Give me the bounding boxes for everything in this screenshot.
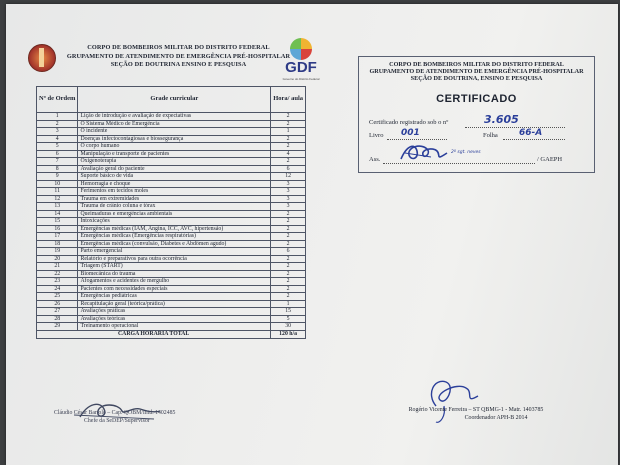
page-value: 66-A <box>519 128 543 138</box>
ass-label: Ass. <box>369 156 381 163</box>
row-subject: Parto emergencial <box>78 248 271 256</box>
row-number: 28 <box>37 315 78 323</box>
table-row <box>37 225 306 233</box>
row-number: 17 <box>37 233 78 241</box>
cert-header-line-2: GRUPAMENTO DE ATENDIMENTO DE EMERGÊNCIA PRÉ-HOSPITALAR <box>369 68 584 76</box>
book-label: Livro <box>369 132 384 139</box>
row-hours: 2 <box>271 218 306 226</box>
row-hours: 2 <box>271 225 306 233</box>
curriculum-table-body <box>37 113 306 331</box>
row-hours: 3 <box>271 188 306 196</box>
row-number: 4 <box>37 135 78 143</box>
row-hours: 3 <box>271 180 306 188</box>
table-row <box>37 188 306 196</box>
table-row <box>37 180 306 188</box>
row-hours: 30 <box>271 323 306 331</box>
table-row <box>37 128 306 136</box>
registered-value: 3.605 <box>484 113 519 126</box>
table-row <box>37 278 306 286</box>
row-number: 14 <box>37 210 78 218</box>
row-number: 15 <box>37 218 78 226</box>
row-number: 18 <box>37 240 78 248</box>
row-subject: Treinamento operacional <box>78 323 271 331</box>
header-line-3: SEÇÃO DE DOUTRINA ENSINO E PESQUISA <box>110 61 247 69</box>
row-hours: 2 <box>271 270 306 278</box>
row-hours: 4 <box>271 150 306 158</box>
supervisor-name: Cláudio César Bartolo – Cap. QOBM/Intd. 1402485 <box>54 410 176 416</box>
row-subject: Doenças infectocontagiosas e biossegurança <box>78 135 271 143</box>
gdf-logo <box>281 38 321 86</box>
header-line-2: GRUPAMENTO DE ATENDIMENTO DE EMERGÊNCIA PRÉ-HOSPITALAR <box>66 52 291 60</box>
row-number: 29 <box>37 323 78 331</box>
ass-note: 2º sgt. neves <box>451 150 481 155</box>
row-number: 12 <box>37 195 78 203</box>
row-number: 25 <box>37 293 78 301</box>
row-subject: Triagem (START) <box>78 263 271 271</box>
row-number: 22 <box>37 270 78 278</box>
row-subject: Avaliação geral do paciente <box>78 165 271 173</box>
book-underline <box>387 139 447 140</box>
row-subject: O Sistema Médico de Emergência <box>78 120 271 128</box>
row-number: 23 <box>37 278 78 286</box>
certificate-title: CERTIFICADO <box>436 93 517 105</box>
gdf-logo-text: GDF <box>285 59 317 76</box>
registered-underline <box>465 127 565 128</box>
table-row <box>37 165 306 173</box>
certificate-registration-box <box>358 56 595 173</box>
table-row <box>37 315 306 323</box>
row-number: 7 <box>37 158 78 166</box>
table-row <box>37 233 306 241</box>
row-number: 6 <box>37 150 78 158</box>
row-hours: 2 <box>271 285 306 293</box>
row-hours: 1 <box>271 300 306 308</box>
page-underline <box>503 139 565 140</box>
row-number: 11 <box>37 188 78 196</box>
row-subject: Hemorragia e choque <box>78 180 271 188</box>
row-number: 21 <box>37 263 78 271</box>
row-hours: 2 <box>271 278 306 286</box>
certificate-header <box>359 61 594 83</box>
row-hours: 2 <box>271 135 306 143</box>
row-number: 26 <box>37 300 78 308</box>
col-subject-header: Grade curricular <box>78 87 271 113</box>
row-subject: Intoxicações <box>78 218 271 226</box>
document-header <box>61 44 296 70</box>
table-row <box>37 323 306 331</box>
row-hours: 15 <box>271 308 306 316</box>
book-value: 001 <box>401 128 420 138</box>
table-row <box>37 308 306 316</box>
total-label: CARGA HORÁRIA TOTAL <box>37 330 271 338</box>
row-number: 27 <box>37 308 78 316</box>
row-subject: Afogamentos e acidentes de mergulho <box>78 278 271 286</box>
row-subject: Trauma de crânio coluna e tórax <box>78 203 271 211</box>
row-number: 24 <box>37 285 78 293</box>
row-hours: 3 <box>271 195 306 203</box>
table-row <box>37 300 306 308</box>
table-row <box>37 270 306 278</box>
row-subject: Lição de introdução e avaliação de expectativas <box>78 113 271 121</box>
fire-department-crest-icon <box>28 44 56 72</box>
row-number: 13 <box>37 203 78 211</box>
row-hours: 3 <box>271 203 306 211</box>
row-subject: Emergências médicas (IAM, Angina, ICC, AVC, hipertensão) <box>78 225 271 233</box>
table-row <box>37 113 306 121</box>
table-row <box>37 255 306 263</box>
row-hours: 12 <box>271 173 306 181</box>
row-number: 16 <box>37 225 78 233</box>
table-row <box>37 120 306 128</box>
row-hours: 2 <box>271 255 306 263</box>
row-subject: Avaliações práticas <box>78 308 271 316</box>
header-line-1: CORPO DE BOMBEIROS MILITAR DO DISTRITO FEDERAL <box>87 44 270 51</box>
row-number: 8 <box>37 165 78 173</box>
registrar-signature-icon <box>397 141 457 165</box>
row-subject: Suporte básico de vida <box>78 173 271 181</box>
table-row <box>37 203 306 211</box>
row-subject: Pacientes com necessidades especiais <box>78 285 271 293</box>
row-hours: 2 <box>271 233 306 241</box>
registered-label: Certificado registrado sob o nº <box>369 119 449 126</box>
table-row <box>37 173 306 181</box>
row-subject: Trauma em extremidades <box>78 195 271 203</box>
coordinator-role: Coordenador APH-B 2014 <box>464 415 528 421</box>
col-number-header: Nº de Ordem <box>37 87 78 113</box>
coordinator-signature-block <box>366 406 586 422</box>
row-subject: Biomecânica do trauma <box>78 270 271 278</box>
row-subject: Manipulação e transporte de pacientes <box>78 150 271 158</box>
table-row <box>37 248 306 256</box>
row-subject: Emergências pediátricas <box>78 293 271 301</box>
table-row <box>37 240 306 248</box>
table-row <box>37 195 306 203</box>
supervisor-role: Chefe da SeDEP/Supervisor <box>84 418 150 424</box>
table-row <box>37 293 306 301</box>
coordinator-name: Rogério Vicente Ferreira – ST QBMG-1 - Matr. 1403785 <box>408 407 544 413</box>
row-number: 20 <box>37 255 78 263</box>
row-subject: Ferimentos em tecidos moles <box>78 188 271 196</box>
row-hours: 5 <box>271 315 306 323</box>
row-number: 10 <box>37 180 78 188</box>
row-hours: 6 <box>271 248 306 256</box>
row-subject: Recapitulação geral (teórica/prática) <box>78 300 271 308</box>
row-hours: 2 <box>271 158 306 166</box>
supervisor-signature-icon <box>74 397 164 423</box>
table-row <box>37 158 306 166</box>
total-row <box>37 330 306 338</box>
table-row <box>37 150 306 158</box>
row-subject: Oxigenoterapia <box>78 158 271 166</box>
curriculum-table <box>36 86 306 339</box>
row-subject: O incidente <box>78 128 271 136</box>
row-number: 3 <box>37 128 78 136</box>
row-number: 19 <box>37 248 78 256</box>
row-hours: 2 <box>271 263 306 271</box>
row-number: 2 <box>37 120 78 128</box>
ass-suffix: / GAEPH <box>537 156 563 163</box>
gdf-logo-subtext: Governo do Distrito Federal <box>282 77 320 81</box>
table-row <box>37 135 306 143</box>
row-hours: 6 <box>271 165 306 173</box>
row-number: 1 <box>37 113 78 121</box>
cert-header-line-1: CORPO DE BOMBEIROS MILITAR DO DISTRITO FEDERAL <box>389 61 564 68</box>
row-subject: Relatório e preparativos para outra ocorrência <box>78 255 271 263</box>
row-hours: 2 <box>271 113 306 121</box>
supervisor-signature-block <box>54 409 254 425</box>
cert-header-line-3: SEÇÃO DE DOUTRINA, ENSINO E PESQUISA <box>410 75 543 83</box>
row-subject: Avaliações teóricas <box>78 315 271 323</box>
row-subject: Emergências médicas (Emergências respiratórias) <box>78 233 271 241</box>
row-hours: 2 <box>271 210 306 218</box>
table-row <box>37 143 306 151</box>
row-subject: O corpo humano <box>78 143 271 151</box>
row-hours: 2 <box>271 120 306 128</box>
total-value: 120 h/a <box>271 330 306 338</box>
row-hours: 2 <box>271 143 306 151</box>
gdf-logo-icon <box>290 38 312 60</box>
row-hours: 2 <box>271 293 306 301</box>
row-hours: 2 <box>271 240 306 248</box>
certificate-paper <box>6 4 618 465</box>
col-hours-header: Hora/ aula <box>271 87 306 113</box>
table-row <box>37 285 306 293</box>
table-row <box>37 210 306 218</box>
row-number: 9 <box>37 173 78 181</box>
row-subject: Emergências médicas (convulsão, Diabetes e Abdômen agudo) <box>78 240 271 248</box>
row-subject: Queimaduras e emergências ambientais <box>78 210 271 218</box>
table-row <box>37 263 306 271</box>
table-row <box>37 218 306 226</box>
row-number: 5 <box>37 143 78 151</box>
row-hours: 1 <box>271 128 306 136</box>
page-label: Folha <box>483 132 498 139</box>
